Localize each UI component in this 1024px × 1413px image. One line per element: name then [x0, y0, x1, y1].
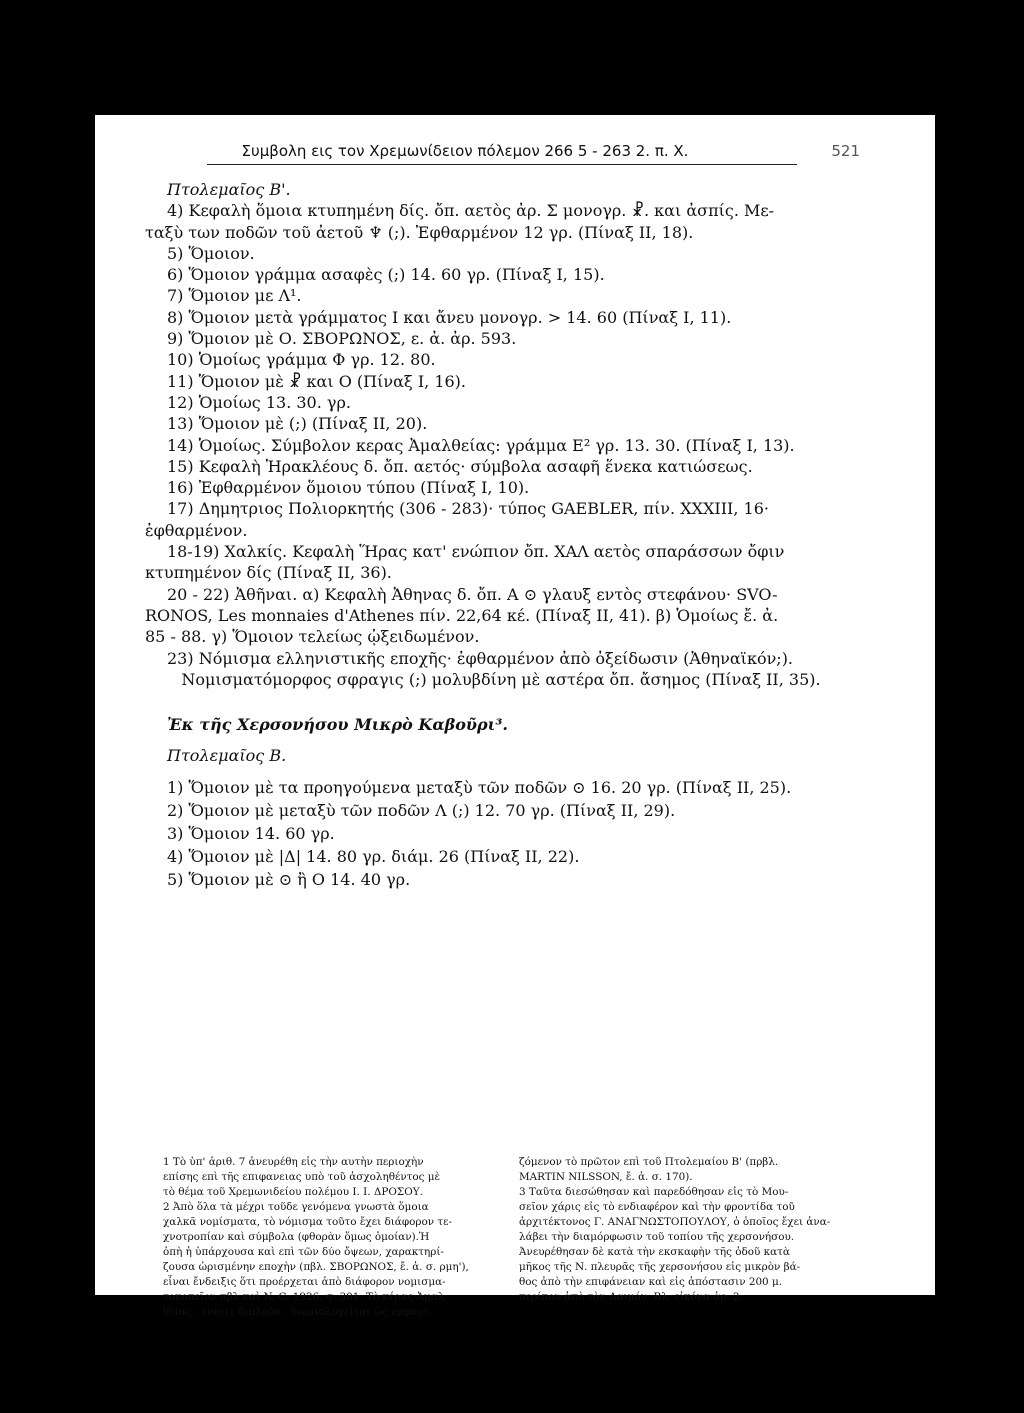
footnote-line: 1 Τὸ ὑπ' ἀριθ. 7 ἀνευρέθη εἰς τὴν αυτὴν περιοχὴν — [163, 1156, 424, 1168]
text-line: 15) Κεφαλὴ Ἡρακλέους δ. ὄπ. αετός· σύμβολα ασαφῆ ἕνεκα κατιώσεως. — [167, 456, 753, 476]
text-line: 4) Κεφαλὴ ὅμοια κτυπημένη δίς. ὄπ. αετὸς ἀρ. Σ μονογρ. ☧. και ἀσπίς. Με- — [167, 201, 775, 221]
text-line: 23) Νόμισμα ελληνιστικῆς εποχῆς· ἐφθαρμένον ἀπὸ ὀξείδωσιν (Ἀθηναϊκόν;). — [167, 648, 794, 668]
section-list — [145, 777, 857, 892]
section-line: 2) Ὅμοιον μὲ μεταξὺ τῶν ποδῶν Λ (;) 12. 70 γρ. (Πίναξ II, 29). — [167, 800, 676, 820]
text-line: 13) Ὅμοιον μὲ (;) (Πίναξ II, 20). — [167, 414, 428, 434]
footnote-line: MARTIN NILSSON, ἔ. ἀ. σ. 170). — [519, 1171, 693, 1183]
text-line: 17) Δημητριος Πολιορκητής (306 - 283)· τύπος GAEBLER, πίν. XXXIII, 16· — [167, 499, 769, 519]
footnote-line: μῆκος τῆς Ν. πλευρᾶς τῆς χερσονήσου εἰς μικρὸν βά- — [519, 1261, 801, 1273]
text-line: 12) Ὁμοίως 13. 30. γρ. — [167, 392, 351, 412]
section-line: 5) Ὅμοιον μὲ ⊙ ἢ Ο 14. 40 γρ. — [167, 869, 411, 889]
text-line: 20 - 22) Ἀθῆναι. α) Κεφαλὴ Ἀθηνας δ. ὄπ. Α ⊙ γλαυξ εντὸς στεφάνου· SVO- — [167, 584, 778, 604]
footnote-line: 2 Ἀπὸ ὅλα τὰ μέχρι τοῦδε γενόμενα γνωστὰ ὅμοια — [163, 1201, 429, 1213]
text-line: 6) Ὅμοιον γράμμα ασαφὲς (;) 14. 60 γρ. (Πίναξ I, 15). — [167, 265, 605, 285]
section-title: Ἐκ τῆς Χερσονήσου Μικρὸ Καβοῦρι³. — [167, 715, 508, 735]
text-line: 5) Ὅμοιον. — [167, 243, 255, 263]
footnote-line: χνοτροπίαν καὶ σύμβολα (φθορὰν ὅμως ὁμοίαν).Ἡ — [163, 1231, 430, 1243]
text-line: 10) Ὁμοίως γράμμα Φ γρ. 12. 80. — [167, 350, 436, 370]
text-line: κτυπημένον δίς (Πίναξ II, 36). — [145, 563, 392, 583]
section-line: 1) Ὅμοιον μὲ τα προηγούμενα μεταξὺ τῶν ποδῶν ⊙ 16. 20 γρ. (Πίναξ II, 25). — [167, 777, 792, 797]
text-line: 85 - 88. γ) Ὅμοιον τελείως ᾠξειδωμένον. — [145, 627, 480, 647]
footnote-line: χαλκᾶ νομίσματα, τὸ νόμισμα τοῦτο ἔχει διάφορον τε- — [163, 1216, 452, 1228]
text-line: 8) Ὅμοιον μετὰ γράμματος Ι και ἄνευ μονογρ. > 14. 60 (Πίναξ I, 11). — [167, 307, 732, 327]
section-line: 3) Ὅμοιον 14. 60 γρ. — [167, 823, 335, 843]
footnotes — [163, 1155, 843, 1320]
text-line: 16) Ἐφθαρμένον ὅμοιου τύπου (Πίναξ I, 10). — [167, 478, 530, 498]
main-text — [145, 179, 857, 892]
footnotes-left-column — [163, 1155, 487, 1320]
footnote-line: περίπου ἀπὸ τὸν Λαιμόν. Βλ. εἰκόνα ἀρ. 2. — [519, 1291, 743, 1303]
text-line: 9) Ὅμοιον μὲ Ο. ΣΒΟΡΩΝΟΣ, ε. ἀ. ἀρ. 593. — [167, 329, 517, 349]
footnote-line: εἶναι ἔνδειξις ὅτι προέρχεται ἀπὸ διάφορον νομισμα- — [163, 1276, 446, 1288]
footnote-line: λάβει τὴν διαμόρφωσιν τοῦ τοπίου τῆς χερσονήσου. — [519, 1231, 795, 1243]
footnote-line: ζουσα ὡρισμένην εποχὴν (πβλ. ΣΒΟΡΩΝΟΣ, ἔ. ἀ. σ. ρμη'), — [163, 1261, 469, 1273]
section-line: 4) Ὅμοιον μὲ |Δ| 14. 80 γρ. διάμ. 26 (Πίναξ II, 22). — [167, 846, 580, 866]
footnote-line: τὸ θέμα τοῦ Χρεμωνιδείου πολέμου Ι. Ι. ΔΡΟΣΟΥ. — [163, 1186, 423, 1198]
footnote-line: ἀρχιτέκτονος Γ. ΑΝΑΓΝΩΣΤΟΠΟΥΛΟΥ, ὁ ὁποῖος ἔχει ἀνα- — [519, 1216, 831, 1228]
running-header: Συμβολη εις τον Χρεμωνίδειον πόλεμον 266 5 - 263 2. π. Χ. — [241, 142, 689, 160]
footnote-line: τοκοπεῖον πβλ καὶ N. C. 1926, σ. 301. Τὸ κέρας Ἀμαλ- — [163, 1291, 448, 1303]
document-page — [95, 115, 935, 1318]
footnote-line: Ἀνευρέθησαν δὲ κατὰ τὴν εκσκαφὴν τῆς ὁδοῦ κατὰ — [519, 1246, 790, 1258]
footnote-line: ζόμενον τὸ πρῶτον επὶ τοῦ Πτολεμαίου Β' (πρβλ. — [519, 1156, 779, 1168]
text-line: 7) Ὅμοιον με Λ¹. — [167, 286, 302, 306]
text-line: ἐφθαρμένον. — [145, 520, 248, 540]
footnote-line: σεῖον χάρις εἰς τὸ ενδιαφέρον καὶ τὴν φροντίδα τοῦ — [519, 1201, 795, 1213]
text-line: 14) Ὁμοίως. Σύμβολον κερας Ἀμαλθείας: γράμμα Ε² γρ. 13. 30. (Πίναξ I, 13). — [167, 435, 795, 455]
text-line: RONOS, Les monnaies d'Athenes πίν. 22,64 κέ. (Πίναξ II, 41). β) Ὁμοίως ἔ. ἀ. — [145, 605, 779, 625]
footnote-line: θος ἀπὸ τὴν επιφάνειαν καὶ εἰς ἀπόστασιν 200 μ. — [519, 1276, 783, 1288]
footnote-line: ὀπὴ ἡ ὑπάρχουσα καὶ επὶ τῶν δύο ὄψεων, χαρακτηρί- — [163, 1246, 444, 1258]
text-line: 11) Ὅμοιον μὲ ☧ και Ο (Πίναξ I, 16). — [167, 371, 466, 391]
footnote-line: 3 Ταῦτα διεσώθησαν καὶ παρεδόθησαν εἰς τὸ Μου- — [519, 1186, 789, 1198]
coin-catalogue-list — [145, 179, 857, 690]
footnote-line: θείας - ενίοτε διπλοῦν - δικαιολογεῖται ὡς εμφανι- — [163, 1306, 432, 1318]
text-line: Νομισματόμορφος σφραγις (;) μολυβδίνη μὲ αστέρα ὄπ. ἄσημος (Πίναξ II, 35). — [181, 669, 821, 689]
footnote-line: επίσης επὶ τῆς επιφανειας υπὸ τοῦ ἀσχοληθέντος μὲ — [163, 1171, 441, 1183]
text-line: Πτολεμαῖος Β'. — [167, 180, 291, 199]
text-line: 18-19) Χαλκίς. Κεφαλὴ Ἥρας κατ' ενώπιον ὄπ. ΧΑΛ αετὸς σπαράσσων ὄφιν — [167, 542, 785, 562]
footnotes-right-column — [519, 1155, 843, 1320]
page-number: 521 — [831, 142, 860, 160]
text-line: ταξὺ των ποδῶν τοῦ ἀετοῦ ♆ (;). Ἐφθαρμένον 12 γρ. (Πίναξ II, 18). — [145, 222, 694, 242]
section-subtitle: Πτολεμαῖος Β. — [167, 746, 287, 766]
header-rule — [207, 164, 797, 165]
